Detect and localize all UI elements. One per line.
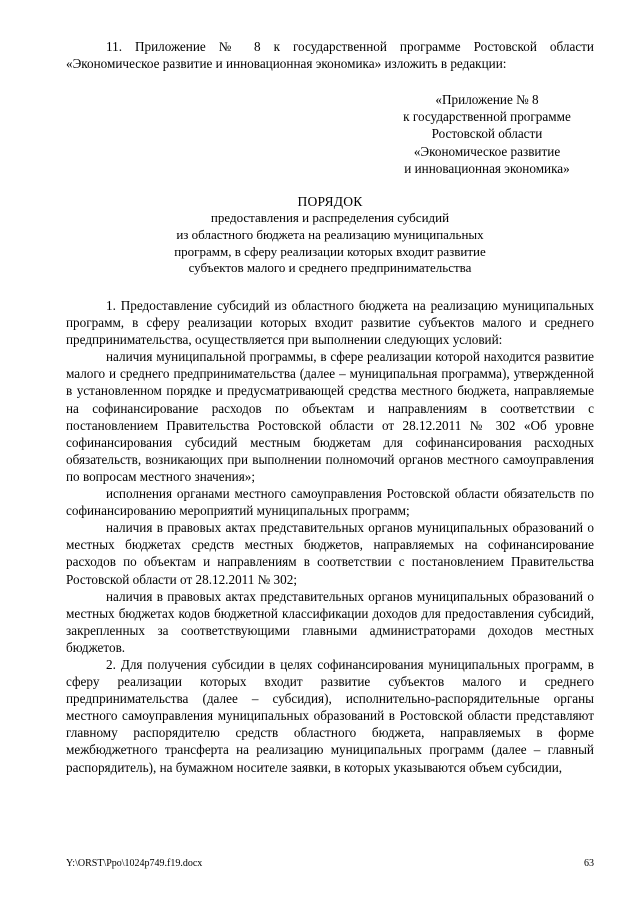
footer-file-path: Y:\ORST\Ppo\1024p749.f19.docx — [66, 858, 203, 869]
title-subline: программ, в сферу реализации которых входит развитие — [174, 243, 486, 259]
body-text — [66, 297, 594, 776]
appendix-line: «Экономическое развитие — [413, 143, 561, 159]
paragraph-condition-funds: наличия в правовых актах представительных органов муниципальных образований о местных бюджетах средств местных бюджетов, направляемых на софинансирование расходов по объектам и направлениям в соответствии с постановлением Правительства Ростовской области от 28.12.2011 № 302; — [66, 520, 594, 587]
intro-paragraph: 11. Приложение № 8 к государственной программе Ростовской области «Экономическое развитие и инновационная экономика» изложить в редакции: — [66, 39, 594, 72]
appendix-line: к государственной программе — [403, 109, 571, 125]
paragraph-2: 2. Для получения субсидии в целях софинансирования муниципальных программ, в сферу реализации которых входит развитие субъектов малого и среднего предпринимательства (далее – субсидия), исполнительно-распорядительные органы местного самоуправления муниципальных образований в Ростовской области представляют главному распорядителю средств областного бюджета, направляемых в форме межбюджетного трансферта на реализацию муниципальных программ (далее – главный распорядитель), на бумажном носителе заявки, в которых указываются объем субсидии, — [66, 656, 594, 775]
title-main: ПОРЯДОК — [297, 194, 363, 209]
appendix-line: Ростовской области — [431, 126, 543, 142]
paragraph-condition-program: наличия муниципальной программы, в сфере реализации которой находится развитие малого и среднего предпринимательства (далее – муниципальная программа), утвержденной в установленном порядке и предусматривающей средства местного бюджета, направляемые на софинансирование расходов по объектам и направлениям в соответствии с постановлением Правительства Ростовской области от 28.12.2011 № 302 «Об уровне софинансирования субсидий местным бюджетам для софинансирования расходных обязательств, возникающих при выполнении полномочий органов местного самоуправления по вопросам местного значения»; — [66, 349, 594, 484]
document-title — [66, 193, 594, 277]
title-subline: субъектов малого и среднего предпринимательства — [188, 260, 472, 276]
paragraph-condition-obligations: исполнения органами местного самоуправления Ростовской области обязательств по софинансированию мероприятий муниципальных программ; — [66, 486, 594, 519]
page-number: 63 — [584, 858, 594, 869]
appendix-line: «Приложение № 8 — [435, 92, 539, 107]
title-subline: предоставления и распределения субсидий — [210, 210, 450, 226]
appendix-line: и инновационная экономика» — [404, 160, 570, 176]
paragraph-condition-codes: наличия в правовых актах представительных органов муниципальных образований о местных бюджетах кодов бюджетной классификации доходов для предоставления субсидий, закрепленных за соответствующими главными администраторами доходов местных бюджетов. — [66, 588, 594, 655]
paragraph-1: 1. Предоставление субсидий из областного бюджета на реализацию муниципальных программ, в сферу реализации которых входит развитие субъектов малого и среднего предпринимательства, осуществляется при выполнении следующих условий: — [66, 298, 594, 348]
appendix-header — [380, 91, 594, 177]
title-subline: из областного бюджета на реализацию муниципальных — [176, 226, 484, 242]
